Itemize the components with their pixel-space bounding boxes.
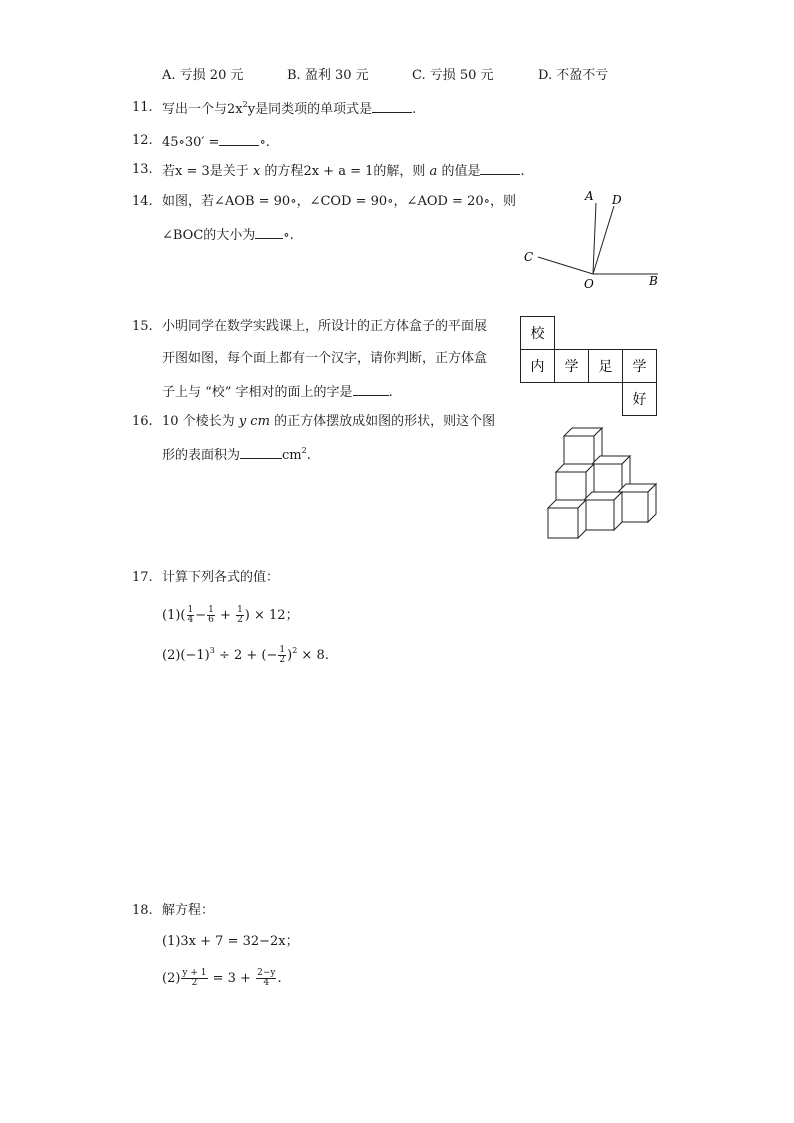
net-face-1: 内 [530, 359, 545, 375]
q12-number: 12. [132, 133, 153, 148]
net-face-3: 足 [598, 359, 613, 375]
q14-line1: 如图，若∠AOB = 90∘，∠COD = 90∘，∠AOD = 20∘，则 [162, 194, 516, 209]
q13-number: 13. [132, 162, 153, 177]
q13-text: 若x = 3是关于 x 的方程2x + a = 1的解，则 a 的值是 . [162, 164, 525, 179]
q17-title: 计算下列各式的值： [162, 570, 280, 585]
net-face-top: 校 [530, 326, 545, 342]
cube [618, 484, 656, 522]
answer-blank [240, 446, 282, 459]
q14-line2: ∠BOC的大小为 ∘. [162, 228, 294, 243]
fraction: $\frac{2-y}{4}$ [257, 968, 276, 988]
q15-line2: 开图如图，每个面上都有一个汉字，请你判断，正方体盒 [162, 351, 488, 366]
q17-number: 17. [132, 570, 153, 585]
option-d: D. 不盈不亏 [538, 68, 609, 83]
ray-od [593, 206, 614, 274]
q16-line1: 10 个棱长为 y cm 的正方体摆放成如图的形状，则这个图 [162, 414, 496, 429]
cube [548, 500, 586, 538]
fraction: $\frac{1}{4}$ [187, 605, 194, 625]
option-a: A. 亏损 20 元 [162, 68, 244, 83]
option-c: C. 亏损 50 元 [412, 68, 494, 83]
ray-oc [538, 257, 593, 274]
answer-blank [353, 383, 389, 396]
q15-number: 15. [132, 319, 153, 334]
label-b: B [649, 274, 658, 288]
q16-number: 16. [132, 414, 153, 429]
q11-number: 11. [132, 100, 153, 115]
ray-oa [593, 203, 596, 274]
cube-net [520, 316, 660, 418]
fraction: $\frac{1}{2}$ [279, 645, 286, 665]
net-face-2: 学 [564, 359, 579, 375]
q18-title: 解方程： [162, 903, 215, 918]
q14-number: 14. [132, 194, 153, 209]
q16-line2: 形的表面积为 $cm^2$. [162, 446, 311, 463]
label-c: C [524, 250, 534, 264]
answer-blank [219, 133, 259, 146]
option-b: B. 盈利 30 元 [287, 68, 369, 83]
q18-number: 18. [132, 903, 153, 918]
net-face-4: 学 [632, 359, 647, 375]
q17-part1: (1)( $\frac{1}{4}$ − $\frac{1}{6}$ + $\frac{1}{2}$ ) × 12； [162, 605, 299, 625]
angle-figure [518, 186, 663, 292]
q11-text: 写出一个与$2x^2y$是同类项的单项式是 . [162, 100, 417, 117]
answer-blank [255, 226, 283, 239]
q18-part1: (1)3x + 7 = 32−2x； [162, 934, 299, 949]
label-d: D [612, 193, 622, 207]
net-face-bottom: 好 [632, 392, 647, 408]
label-o: O [584, 277, 594, 291]
answer-blank [372, 100, 412, 113]
fraction: $\frac{1}{6}$ [208, 605, 214, 625]
cube-stack-figure [544, 424, 662, 542]
q15-line1: 小明同学在数学实践课上，所设计的正方体盒子的平面展 [162, 319, 488, 334]
q15-line3: 子上与 “校” 字相对的面上的字是 . [162, 385, 393, 400]
fraction: $\frac{y + 1}{2}$ [182, 968, 207, 988]
q18-part2: (2) $\frac{y + 1}{2}$ = 3 + $\frac{2-y}{4}$ . [162, 968, 282, 988]
label-a: A [585, 189, 594, 203]
q12-text: 45∘30′ = ∘. [162, 135, 270, 150]
cube [584, 492, 622, 530]
q17-part2: $(2)(-1)^3 \div 2$ + (− $\frac{1}{2}$ )$^2$ × 8. [162, 645, 329, 665]
fraction: $\frac{1}{2}$ [237, 605, 243, 625]
answer-blank [480, 162, 520, 175]
